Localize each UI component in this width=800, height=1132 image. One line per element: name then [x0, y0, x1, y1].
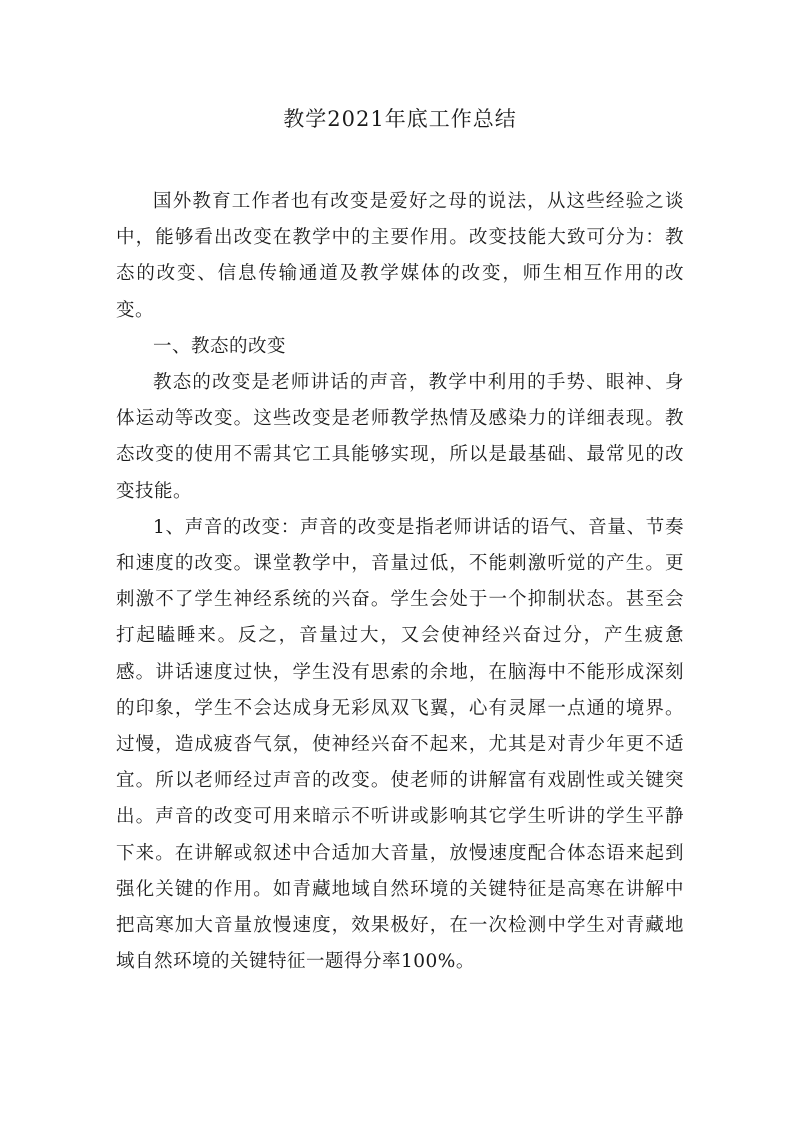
paragraph-intro: 国外教育工作者也有改变是爱好之母的说法，从这些经验之谈中，能够看出改变在教学中的主要作用。改变技能大致可分为：教态的改变、信息传输通道及教学媒体的改变，师生相互作用的改变。	[116, 191, 684, 321]
paragraph-teaching-manner: 教态的改变是老师讲话的声音，教学中利用的手势、眼神、身体运动等改变。这些改变是老师教学热情及感染力的详细表现。教态改变的使用不需其它工具能够实现，所以是最基础、最常见的改变技能。	[116, 372, 684, 502]
document-body	[116, 184, 684, 980]
paragraph-voice-change: 1、声音的改变：声音的改变是指老师讲话的语气、音量、节奏和速度的改变。课堂教学中，音量过低，不能刺激听觉的产生。更刺激不了学生神经系统的兴奋。学生会处于一个抑制状态。甚至会打起瞌睡来。反之，音量过大，又会使神经兴奋过分，产生疲惫感。讲话速度过快，学生没有思索的余地，在脑海中不能形成深刻的印象，学生不会达成身无彩凤双飞翼，心有灵犀一点通的境界。过慢，造成疲沓气氛，使神经兴奋不起来，尤其是对青少年更不适宜。所以老师经过声音的改变。使老师的讲解富有戏剧性或关键突出。声音的改变可用来暗示不听讲或影响其它学生听讲的学生平静下来。在讲解或叙述中合适加大音量，放慢速度配合体态语来起到强化关键的作用。如青藏地域自然环境的关键特征是高寒在讲解中把高寒加大音量放慢速度，效果极好，在一次检测中学生对青藏地域自然环境的关键特征一题得分率100%。	[116, 516, 684, 973]
section-heading: 一、教态的改变	[153, 335, 287, 357]
document-title: 教学2021年底工作总结	[283, 107, 517, 131]
